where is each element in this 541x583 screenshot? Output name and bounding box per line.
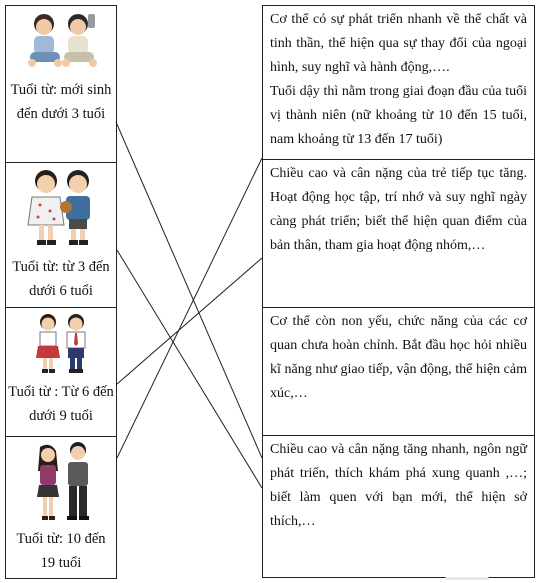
description-2-paragraph-1: Chiều cao và cân nặng của trẻ tiếp tục tăng. Hoạt động học tập, trí nhớ và suy nghĩ ngày càng phát triển; biết thể hiện quan điểm của bản thân, tham gia hoạt động nhóm,… <box>270 166 527 253</box>
age-label-1: Tuổi từ: mới sinh đến dưới 3 tuổi <box>10 82 112 122</box>
scroll-indicator <box>445 577 489 580</box>
age-label-4: Tuổi từ: 10 đến 19 tuổi <box>16 531 106 571</box>
description-4-paragraph-1: Chiều cao và cân nặng tăng nhanh, ngôn ngữ phát triển, thích khám phá xung quanh ,…; biết làm quen với bạn mới, thể hiện sở thích,… <box>270 442 527 529</box>
match-line-4 <box>117 158 262 458</box>
age-label-2: Tuổi từ: từ 3 đến dưới 6 tuổi <box>12 259 110 299</box>
match-line-2 <box>117 250 262 488</box>
description-1-paragraph-1: Cơ thể có sự phát triển nhanh về thể chất và tinh thần, thể hiện qua sự thay đổi của ngoại hình, suy nghĩ và hành động,…. <box>270 12 527 75</box>
description-3-paragraph-1: Cơ thể còn non yếu, chức năng của các cơ quan chưa hoàn chỉnh. Bắt đầu học hỏi nhiều kĩ năng như giao tiếp, vận động, thể hiện cảm xúc,… <box>270 314 527 401</box>
age-label-3: Tuổi từ : Từ 6 đến dưới 9 tuổi <box>8 384 114 424</box>
match-line-1 <box>116 122 262 458</box>
match-line-3 <box>117 258 262 384</box>
description-1-paragraph-2: Tuổi dậy thì nằm trong giai đoạn đầu của tuổi vị thành niên (nữ khoảng từ 10 đến 15 tuổi, nam khoảng từ 13 đến 17 tuổi) <box>270 84 527 147</box>
